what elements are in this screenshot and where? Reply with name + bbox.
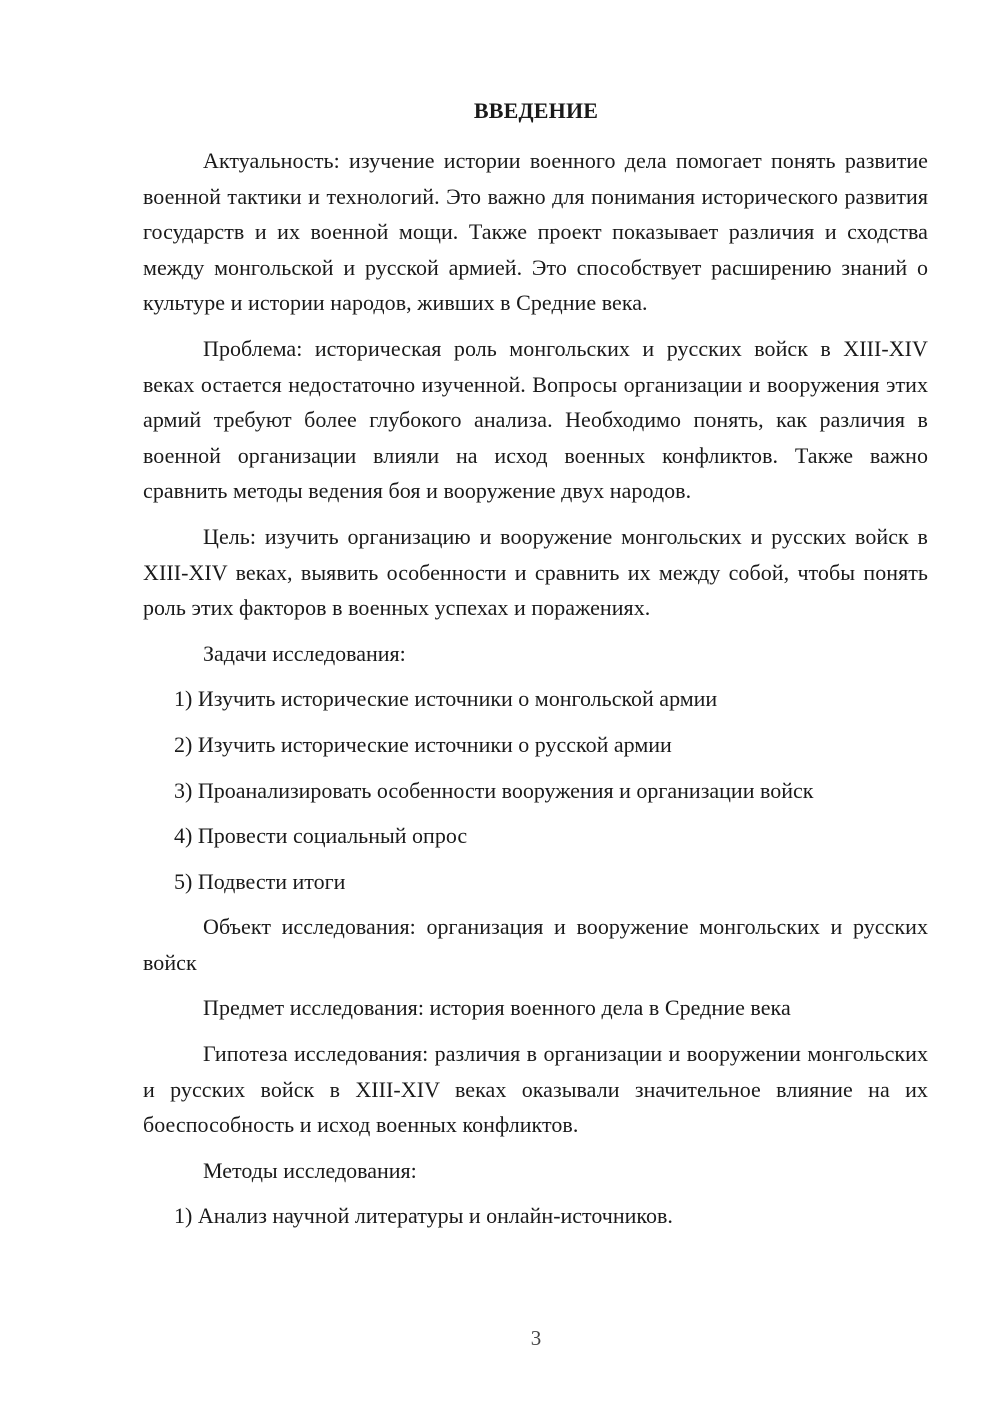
page-number: 3 bbox=[530, 1326, 542, 1350]
object-paragraph: Объект исследования: организация и вооружение монгольских и русских войск bbox=[143, 914, 928, 975]
list-item: 1) Изучить исторические источники о монгольской армии bbox=[174, 686, 718, 712]
list-item: 4) Провести социальный опрос bbox=[174, 823, 468, 849]
relevance-paragraph: Актуальность: изучение истории военного дела помогает понять развитие военной тактики и технологий. Это важно для понимания исторического развития государств и их военной мощи. Также проект показывает различия и сходства между монгольской и русской армией. Это способствует расширению знаний о культуре и истории народов, живших в Средние века. bbox=[143, 148, 928, 316]
page-body bbox=[143, 143, 928, 1234]
list-item: 5) Подвести итоги bbox=[174, 868, 346, 894]
methods-list bbox=[143, 1198, 928, 1234]
list-item: 3) Проанализировать особенности вооружения и организации войск bbox=[174, 777, 814, 803]
hypothesis-paragraph: Гипотеза исследования: различия в организации и вооружении монгольских и русских войск в XIII-XIV веках оказывали значительное влияние на их боеспособность и исход военных конфликтов. bbox=[143, 1041, 928, 1138]
page-title: ВВЕДЕНИЕ bbox=[473, 98, 599, 123]
problem-paragraph: Проблема: историческая роль монгольских и русских войск в XIII-XIV веках остается недостаточно изученной. Вопросы организации и вооружения этих армий требуют более глубокого анализа. Необходимо понять, как различия в военной организации влияли на исход военных конфликтов. Также важно сравнить методы ведения боя и вооружение двух народов. bbox=[143, 335, 928, 504]
tasks-list bbox=[143, 681, 928, 899]
tasks-heading: Задачи исследования: bbox=[203, 640, 406, 666]
goal-paragraph: Цель: изучить организацию и вооружение монгольских и русских войск в XIII-XIV веках, выявить особенности и сравнить их между собой, чтобы понять роль этих факторов в военных успехах и поражениях. bbox=[143, 523, 928, 621]
subject-paragraph: Предмет исследования: история военного дела в Средние века bbox=[203, 995, 791, 1021]
list-item: 2) Изучить исторические источники о русской армии bbox=[174, 731, 672, 757]
methods-heading: Методы исследования: bbox=[203, 1157, 417, 1183]
list-item: 1) Анализ научной литературы и онлайн-источников. bbox=[174, 1203, 673, 1229]
